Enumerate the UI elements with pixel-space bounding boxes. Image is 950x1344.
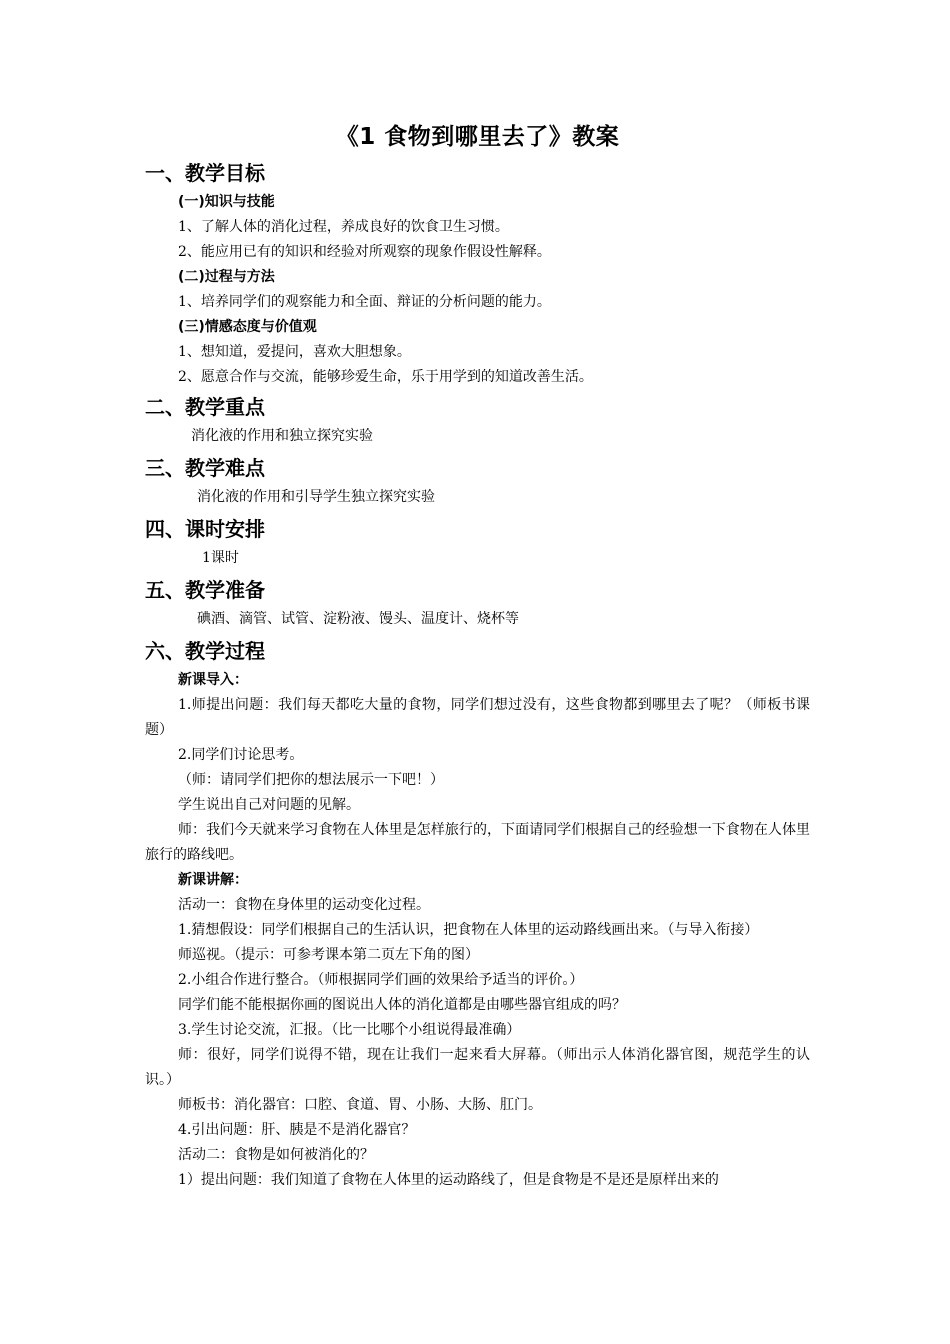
process-paragraph: 3.学生讨论交流，汇报。（比一比哪个小组说得最准确） [178, 1022, 521, 1038]
process-paragraph: 2.同学们讨论思考。 [178, 747, 304, 763]
process-paragraph: 4.引出问题：肝、胰是不是消化器官？ [178, 1122, 416, 1138]
subheading-emotion: (三)情感态度与价值观 [178, 319, 317, 335]
preparation-text: 碘酒、滴管、试管、淀粉液、馒头、温度计、烧杯等 [197, 611, 519, 627]
process-paragraph: 活动二：食物是如何被消化的？ [178, 1147, 374, 1163]
process-paragraph: 同学们能不能根据你画的图说出人体的消化道都是由哪些器官组成的吗？ [178, 997, 626, 1013]
section-heading-difficulties: 三、教学难点 [145, 456, 265, 480]
subheading-intro: 新课导入： [178, 672, 248, 688]
process-paragraph: 师板书：消化器官：口腔、食道、胃、小肠、大肠、肛门。 [178, 1097, 542, 1113]
section-heading-key-points: 二、教学重点 [145, 395, 265, 419]
process-paragraph: 1.猜想假设：同学们根据自己的生活认识，把食物在人体里的运动路线画出来。（与导入衔接） [178, 922, 759, 938]
process-paragraph: 师：很好，同学们说得不错，现在让我们一起来看大屏幕。（师出示人体消化器官图，规范学生的认识。） [145, 1047, 810, 1088]
objective-item: 1、了解人体的消化过程，养成良好的饮食卫生习惯。 [178, 219, 509, 235]
section-heading-teaching-process: 六、教学过程 [145, 639, 265, 663]
objective-item: 1、想知道，爱提问，喜欢大胆想象。 [178, 344, 411, 360]
subheading-lecture: 新课讲解： [178, 872, 248, 888]
schedule-text: 1课时 [202, 550, 239, 566]
process-paragraph: （师：请同学们把你的想法展示一下吧！） [178, 772, 444, 788]
key-points-text: 消化液的作用和独立探究实验 [191, 428, 373, 444]
difficulties-text: 消化液的作用和引导学生独立探究实验 [197, 489, 435, 505]
objective-item: 2、能应用已有的知识和经验对所观察的现象作假设性解释。 [178, 244, 551, 260]
process-paragraph: 2.小组合作进行整合。（师根据同学们画的效果给予适当的评价。） [178, 972, 584, 988]
section-heading-schedule: 四、课时安排 [145, 517, 265, 541]
process-paragraph: 1）提出问题：我们知道了食物在人体里的运动路线了，但是食物是不是还是原样出来的 [178, 1172, 719, 1188]
objective-item: 1、培养同学们的观察能力和全面、辩证的分析问题的能力。 [178, 294, 551, 310]
process-paragraph: 学生说出自己对问题的见解。 [178, 797, 360, 813]
section-heading-objectives: 一、教学目标 [145, 161, 265, 185]
document-page [145, 118, 810, 1193]
process-paragraph: 活动一：食物在身体里的运动变化过程。 [178, 897, 430, 913]
process-paragraph: 师巡视。（提示：可参考课本第二页左下角的图） [178, 947, 479, 963]
subheading-process: (二)过程与方法 [178, 269, 275, 285]
process-paragraph: 师：我们今天就来学习食物在人体里是怎样旅行的，下面请同学们根据自己的经验想一下食物在人体里旅行的路线吧。 [145, 822, 810, 863]
document-title: 《1 食物到哪里去了》教案 [335, 124, 620, 150]
objective-item: 2、愿意合作与交流，能够珍爱生命，乐于用学到的知道改善生活。 [178, 369, 593, 385]
section-heading-preparation: 五、教学准备 [145, 578, 265, 602]
subheading-knowledge: (一)知识与技能 [178, 194, 275, 210]
process-paragraph: 1.师提出问题：我们每天都吃大量的食物，同学们想过没有，这些食物都到哪里去了呢？（师板书课题） [145, 697, 810, 738]
